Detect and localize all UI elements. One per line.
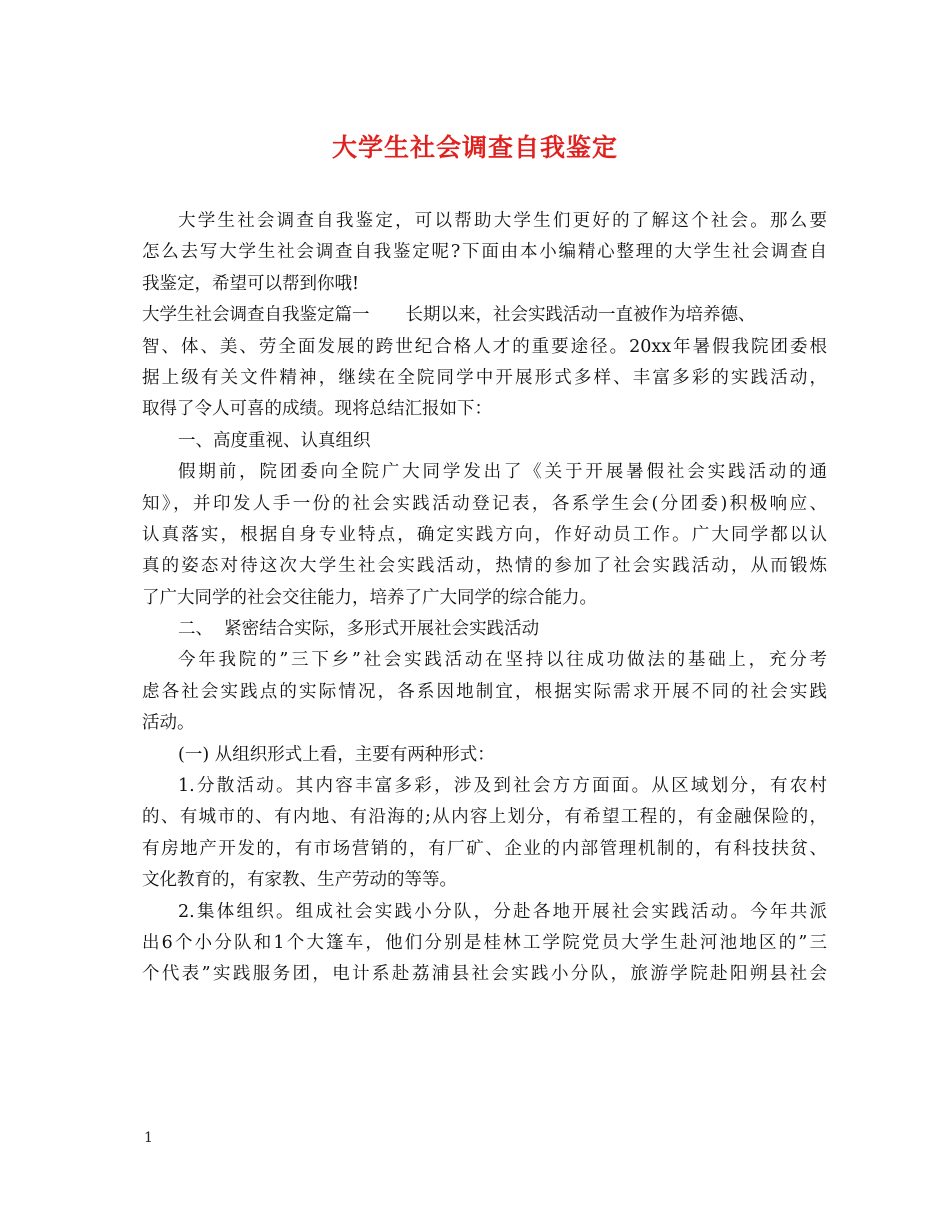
section-heading-line (142, 300, 827, 331)
intro-line: 怎么去写大学生社会调查自我鉴定呢?下面由本小编精心整理的大学生社会调查自 (142, 242, 827, 263)
part-heading: 二、 紧密结合实际，多形式开展社会实践活动 (178, 619, 540, 640)
section-line: 据上级有关文件精神，继续在全院同学中开展形式多样、丰富多彩的实践活动， (142, 367, 827, 388)
subsection-heading: (一) 从组织形式上看，主要有两种形式： (178, 744, 495, 765)
part-line: 假期前，院团委向全院广大同学发出了《关于开展暑假社会实践活动的通 (178, 462, 827, 483)
section-heading: 大学生社会调查自我鉴定篇一 (142, 305, 370, 326)
item-line: 有房地产开发的，有市场营销的，有厂矿、企业的内部管理机制的，有科技扶贫、 (142, 838, 827, 859)
part-line: 活动。 (142, 713, 195, 734)
intro-line: 大学生社会调查自我鉴定，可以帮助大学生们更好的了解这个社会。那么要 (178, 211, 827, 231)
part-line: 真的姿态对待这次大学生社会实践活动，热情的参加了社会实践活动，从而锻炼 (142, 556, 827, 577)
item-line: 的、有城市的、有内地、有沿海的;从内容上划分，有希望工程的，有金融保险的， (142, 807, 827, 828)
item-line: 文化教育的，有家教、生产劳动的等等。 (142, 870, 457, 891)
item-line: 出6个小分队和1个大篷车，他们分别是桂林工学院党员大学生赴河池地区的”三 (142, 932, 827, 953)
part-line: 知》，并印发人手一份的社会实践活动登记表，各系学生会(分团委)积极响应、 (142, 493, 827, 514)
part-heading: 一、高度重视、认真组织 (178, 430, 371, 451)
document-title: 大学生社会调查自我鉴定 (331, 133, 618, 162)
part-line: 认真落实，根据自身专业特点，确定实践方向，作好动员工作。广大同学都以认 (142, 524, 827, 545)
section-line: 智、体、美、劳全面发展的跨世纪合格人才的重要途径。20xx年暑假我院团委根 (142, 336, 827, 357)
item-line: 个代表”实践服务团，电计系赴荔浦县社会实践小分队，旅游学院赴阳朔县社会 (142, 964, 827, 985)
item-line: 2.集体组织。组成社会实践小分队，分赴各地开展社会实践活动。今年共派 (178, 901, 827, 922)
section-text: 长期以来，社会实践活动一直被作为培养德、 (405, 305, 756, 326)
part-line: 虑各社会实践点的实际情况，各系因地制宜，根据实际需求开展不同的社会实践 (142, 681, 827, 702)
intro-line: 我鉴定，希望可以帮到你哦! (142, 273, 360, 294)
part-line: 今年我院的”三下乡”社会实践活动在坚持以往成功做法的基础上，充分考 (178, 650, 827, 671)
item-line: 1.分散活动。其内容丰富多彩，涉及到社会方方面面。从区域划分，有农村 (178, 776, 827, 797)
section-line: 取得了令人可喜的成绩。现将总结汇报如下： (142, 399, 492, 420)
document-body (142, 206, 827, 991)
part-line: 了广大同学的社会交往能力，培养了广大同学的综合能力。 (142, 587, 597, 608)
page-number: 1 (144, 1130, 153, 1146)
